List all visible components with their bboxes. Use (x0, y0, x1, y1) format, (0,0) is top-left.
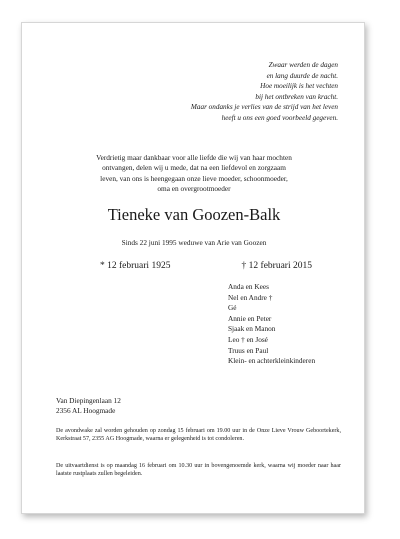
funeral-notice: De uitvaartdienst is op maandag 16 februari om 10.30 uur in bovengenoemde kerk, waarna wij moeder naar haar laatste rustplaats zullen begeleiden. (56, 463, 341, 478)
address-line: Van Diepingenlaan 12 (56, 396, 121, 405)
poem-line: bij het ontbreken van kracht. (255, 92, 338, 101)
address-line: 2356 AL Hoogmade (56, 406, 116, 415)
widow-line: Sinds 22 juni 1995 weduwe van Arie van Goozen (121, 238, 267, 247)
intro-line: leven, van ons is heengegaan onze lieve moeder, schoonmoeder, (100, 173, 288, 183)
poem-line: Maar ondanks je verlies van de strijd van het leven (190, 103, 338, 112)
death-date: † 12 februari 2015 (241, 261, 312, 271)
poem-line: heeft u ons een goed voorbeeld gegeven. (221, 113, 338, 122)
family-member: Annie en Peter (228, 313, 272, 323)
family-member: Nel en Andre † (228, 292, 273, 302)
poem-line: en lang duurde de nacht. (266, 71, 338, 80)
mourning-card (21, 22, 365, 514)
intro-line: ontvangen, delen wij u mede, dat na een liefdevol en zorgzaam (102, 163, 286, 173)
deceased-name: Tieneke van Goozen-Balk (107, 205, 281, 224)
announcement-intro (62, 153, 326, 194)
correspondence-address (56, 396, 121, 416)
family-member: Gé (228, 303, 237, 313)
poem-line: Zwaar werden de dagen (268, 61, 338, 69)
vigil-notice: De avondwake zal worden gehouden op zondag 15 februari om 19.00 uur in de Onze Lieve Vrouw Geboortekerk, Kerkstraat 57, 2355 AG Hoogmade, waarna er gelegenheid is tot condoleren. (56, 428, 341, 443)
intro-line: oma en overgrootmoeder (157, 183, 231, 193)
poem (191, 60, 338, 124)
poem-line: Hoe moeilijk is het vechten (260, 82, 338, 91)
birth-date: * 12 februari 1925 (100, 261, 171, 271)
family-member: Klein- en achterkleinkinderen (228, 356, 316, 366)
intro-line: Verdrietig maar dankbaar voor alle liefde die wij van haar mochten (96, 153, 292, 162)
family-list (228, 282, 315, 367)
family-member: Sjaak en Manon (228, 324, 276, 334)
family-member: Leo † en José (228, 334, 268, 344)
family-member: Truus en Paul (228, 345, 269, 355)
family-member: Anda en Kees (228, 282, 269, 291)
